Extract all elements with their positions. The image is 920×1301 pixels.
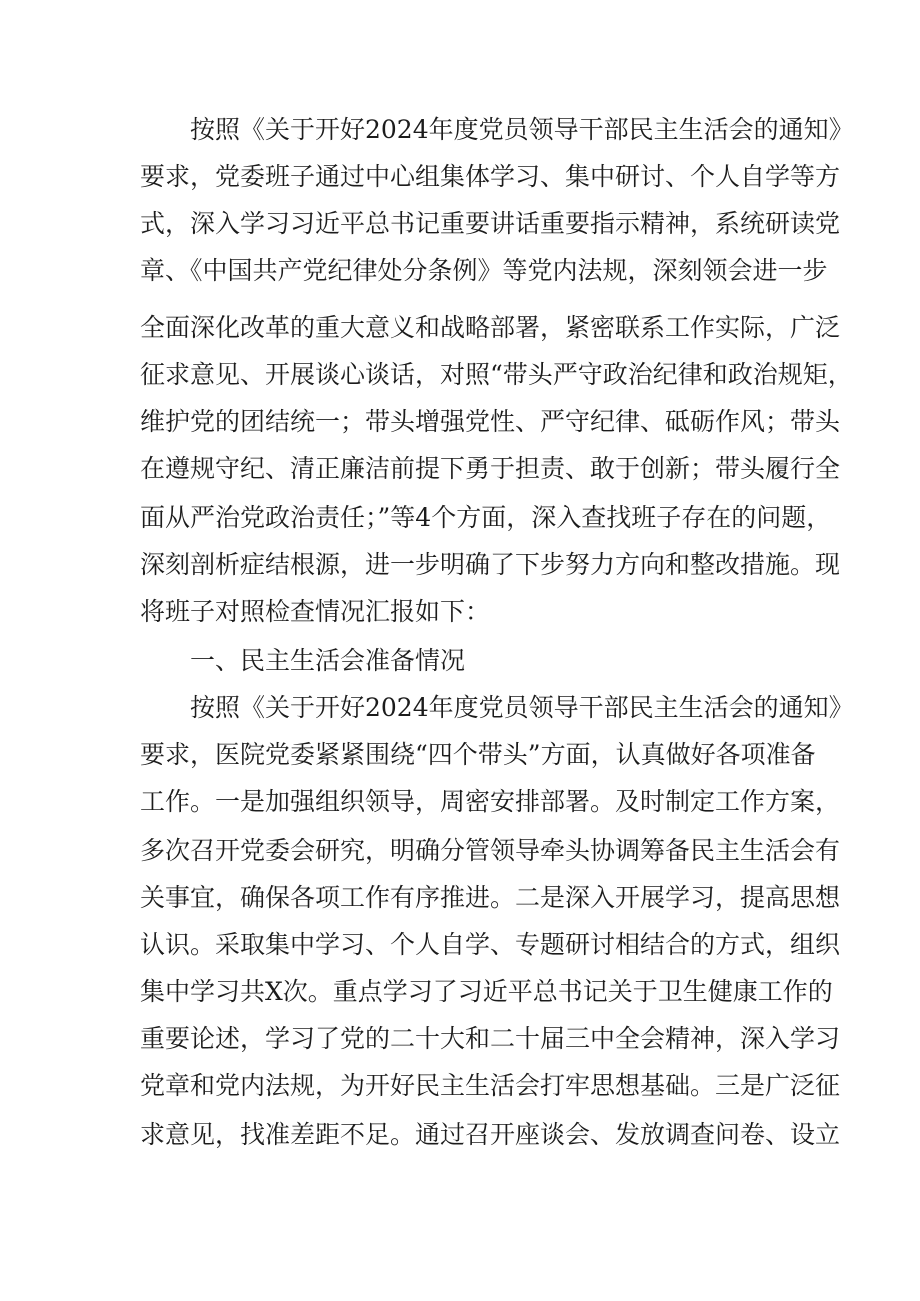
- paragraph-1-line-7: 维护党的团结统一；带头增强党性、严守纪律、砥砺作风；带头: [140, 407, 841, 436]
- paragraph-1-line-6: 征求意见、开展谈心谈话，对照“带头严守政治纪律和政治规矩，: [140, 360, 853, 389]
- paragraph-2-line-7: 集中学习共X次。重点学习了习近平总书记关于卫生健康工作的: [140, 977, 833, 1006]
- paragraph-1-line-5: 全面深化改革的重大意义和战略部署，紧密联系工作实际，广泛: [140, 313, 841, 342]
- paragraph-2-line-6: 认识。采取集中学习、个人自学、专题研讨相结合的方式，组织: [140, 930, 841, 959]
- paragraph-2-line-8: 重要论述，学习了党的二十大和二十届三中全会精神，深入学习: [140, 1024, 841, 1053]
- paragraph-1-line-1: 按照《关于开好2024年度党员领导干部民主生活会的通知》: [190, 115, 854, 144]
- paragraph-2-line-9: 党章和党内法规，为开好民主生活会打牢思想基础。三是广泛征: [140, 1071, 841, 1100]
- paragraph-1-line-8: 在遵规守纪、清正廉洁前提下勇于担责、敢于创新；带头履行全: [140, 454, 841, 483]
- paragraph-1-line-3: 式，深入学习习近平总书记重要讲话重要指示精神，系统研读党: [140, 209, 841, 238]
- paragraph-2-line-3: 工作。一是加强组织领导，周密安排部署。及时制定工作方案，: [140, 787, 841, 816]
- paragraph-2-line-2: 要求，医院党委紧紧围绕“四个带头”方面，认真做好各项准备: [140, 740, 816, 769]
- paragraph-2-line-1: 按照《关于开好2024年度党员领导干部民主生活会的通知》: [190, 693, 854, 722]
- paragraph-1-line-9: 面从严治党政治责任；”等4个方面，深入查找班子存在的问题，: [140, 503, 832, 532]
- paragraph-2-line-5: 关事宜，确保各项工作有序推进。二是深入开展学习，提高思想: [140, 883, 841, 912]
- paragraph-1-line-10: 深刻剖析症结根源，进一步明确了下步努力方向和整改措施。现: [140, 550, 841, 579]
- section-heading: 一、民主生活会准备情况: [190, 646, 466, 675]
- paragraph-1-line-11: 将班子对照检查情况汇报如下：: [140, 597, 491, 626]
- paragraph-2-line-10: 求意见，找准差距不足。通过召开座谈会、发放调查问卷、设立: [140, 1120, 841, 1149]
- paragraph-1-line-2: 要求，党委班子通过中心组集体学习、集中研讨、个人自学等方: [140, 162, 841, 191]
- paragraph-2-line-4: 多次召开党委会研究，明确分管领导牵头协调筹备民主生活会有: [140, 836, 841, 865]
- paragraph-1-line-4: 章、《中国共产党纪律处分条例》等党内法规，深刻领会进一步: [140, 256, 828, 285]
